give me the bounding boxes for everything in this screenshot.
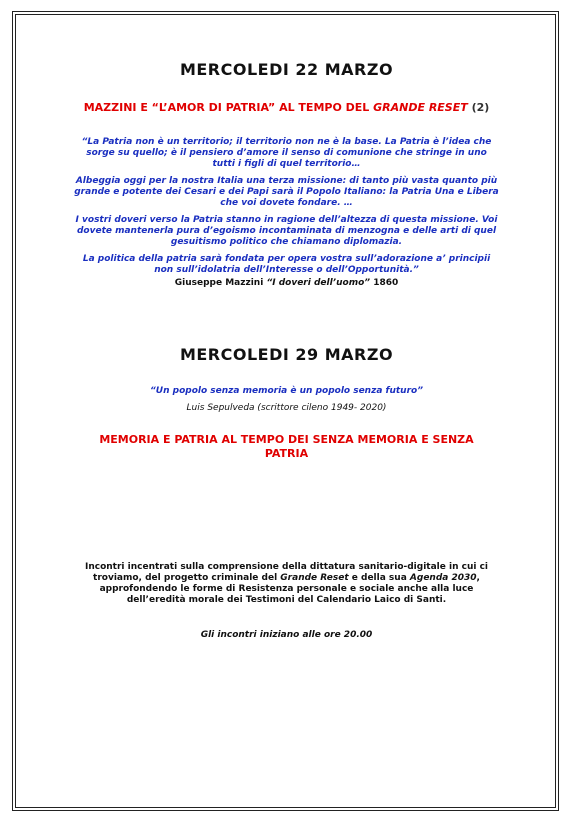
- section1-title-text: MAZZINI E “L’AMOR DI PATRIA” AL TEMPO DEL: [83, 101, 374, 114]
- description-text: , approfondendo le forme di Resistenza personale e sociale anche alla luce dell’eredità morale dei Testimoni del Calendario Laico di Santi.: [99, 573, 480, 605]
- section1-title-italic: GRANDE RESET: [373, 101, 468, 114]
- sepulveda-attribution: Luis Sepulveda (scrittore cileno 1949- 2020): [186, 403, 387, 413]
- quote-paragraph: “La Patria non è un territorio; il territorio non ne è la base. La Patria è l’idea che sorge su quello; è il pensiero d’amore il senso di comunione che stringe in uno tutti i figli di quel territorio…: [81, 137, 492, 169]
- attribution-author: Giuseppe Mazzini: [174, 278, 267, 288]
- events-description: [78, 562, 495, 606]
- agenda-2030-text: Agenda 2030: [409, 573, 477, 583]
- attribution-work: “I doveri dell’uomo”: [266, 278, 371, 288]
- description-text: e della sua: [348, 573, 410, 583]
- quote-paragraph: I vostri doveri verso la Patria stanno in ragione dell’altezza di questa missione. Voi dovete mantenerla pura d’egoismo incontaminata di menzogna e delle arti di quel gesuitismo politico che chiamano diplomazia.: [75, 215, 498, 247]
- date-heading-22-march: MERCOLEDI 22 MARZO: [179, 60, 394, 79]
- mazzini-quote: [74, 137, 499, 282]
- sepulveda-quote: “Un popolo senza memoria è un popolo senza futuro”: [150, 386, 423, 396]
- attribution-year: 1860: [370, 278, 399, 288]
- quote-attribution: [60, 278, 513, 289]
- quote-paragraph: La politica della patria sarà fondata per opera vostra sull’adorazione a’ principii non sull’idolatria dell’Interesse o dell’Opportunità.”: [82, 254, 491, 275]
- date-heading-29-march: MERCOLEDI 29 MARZO: [179, 345, 394, 364]
- quote-paragraph: Albeggia oggi per la nostra Italia una terza missione: di tanto più vasta quanto più grande e potente dei Cesari e dei Papi sarà il Popolo Italiano: la Patria Una e Libera che voi dovete fondare. …: [74, 176, 499, 208]
- start-time-note: Gli incontri iniziano alle ore 20.00: [200, 630, 373, 640]
- grande-reset-text: Grande Reset: [280, 573, 349, 583]
- section1-title-number: (2): [467, 101, 490, 114]
- description-text: Incontri incentrati sulla comprensione della dittatura sanitario-digitale in cui ci troviamo, del progetto criminale del: [85, 562, 488, 583]
- section2-title: MEMORIA E PATRIA AL TEMPO DEI SENZA MEMORIA E SENZA PATRIA: [99, 433, 474, 460]
- section1-title: [60, 101, 513, 115]
